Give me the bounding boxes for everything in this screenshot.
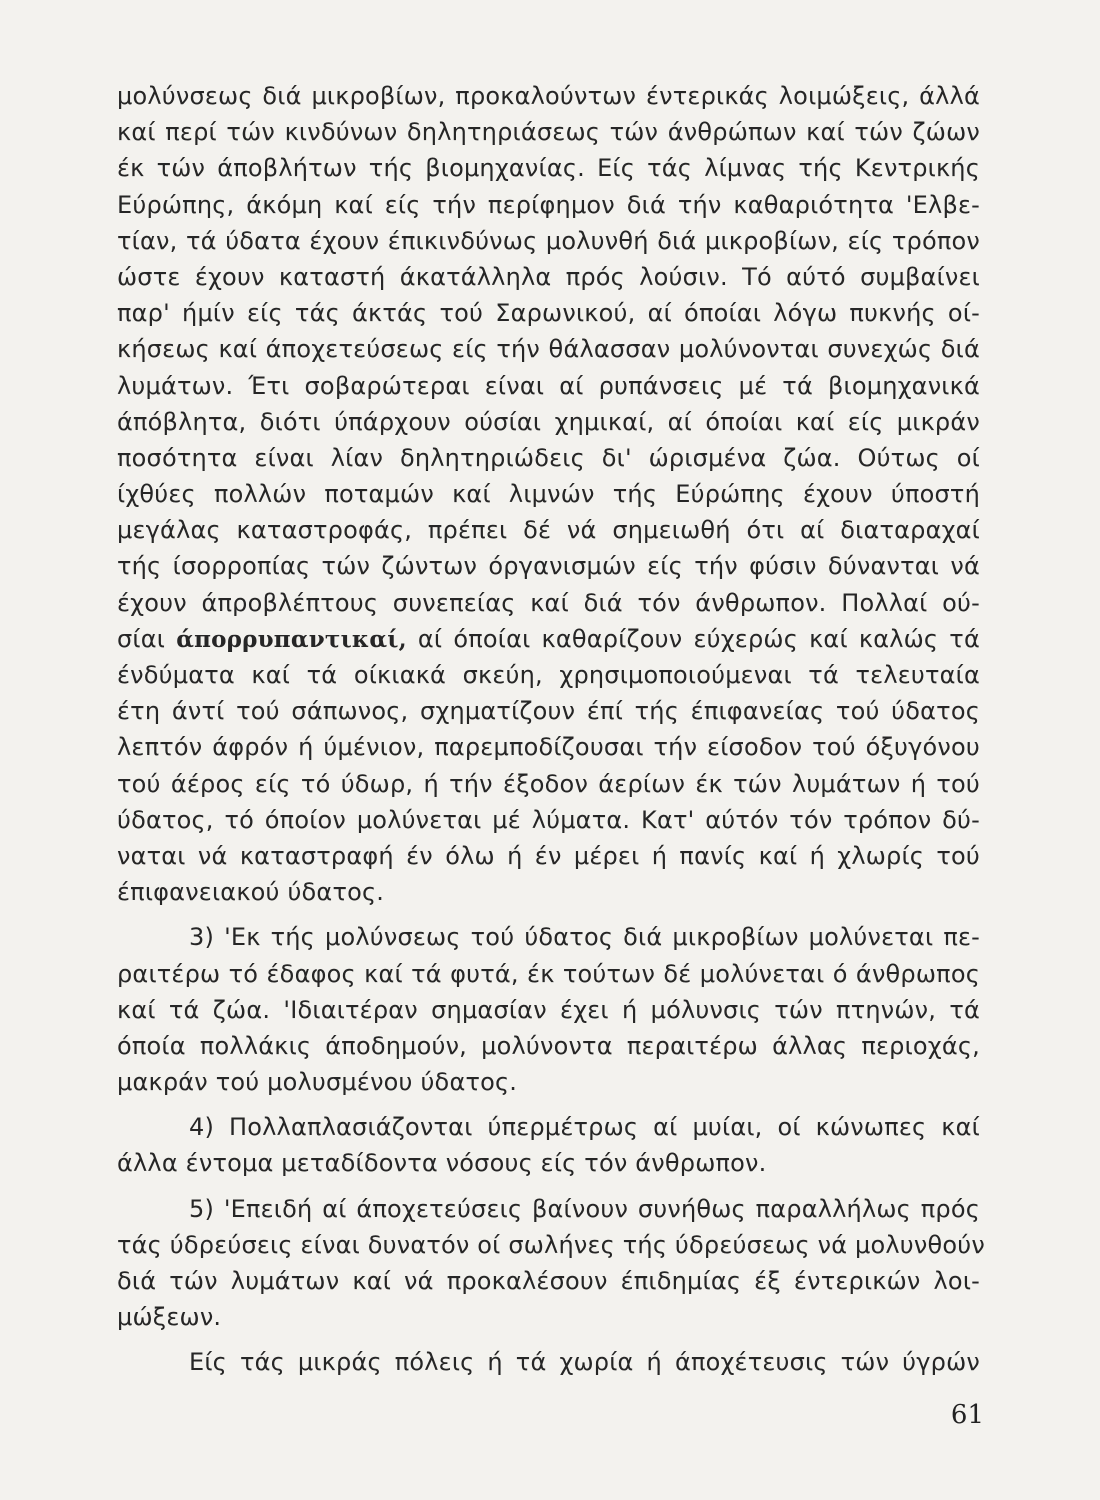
text-line: έτη άντί τού σάπωνος, σχηματίζουν έπί τής έπιφανείας τού ύδατος	[117, 697, 980, 726]
text-line: παρ' ήμίν είς τάς άκτάς τού Σαρωνικού, αί όποίαι λόγω πυκνής οί-	[117, 299, 980, 328]
text-line: Εύρώπης, άκόμη καί είς τήν περίφημον διά τήν καθαριότητα 'Ελβε-	[117, 190, 980, 219]
text-line: μολύνσεως διά μικροβίων, προκαλούντων έντερικάς λοιμώξεις, άλλά	[117, 82, 980, 110]
text-line: κήσεως καί άποχετεύσεως είς τήν θάλασσαν μολύνονται συνεχώς διά	[117, 335, 980, 364]
text-line: ώστε έχουν καταστή άκατάλληλα πρός λούσιν. Τό αύτό συμβαίνει	[117, 262, 980, 291]
paragraph-gap	[117, 1100, 980, 1109]
text-line: όποία πολλάκις άποδημούν, μολύνοντα περαιτέρω άλλας περιοχάς,	[117, 1031, 980, 1060]
text-line: έκ τών άποβλήτων τής βιομηχανίας. Είς τάς λίμνας τής Κεντρικής	[117, 154, 980, 183]
list-item-3: 3) 'Εκ τής μολύνσεως τού ύδατος διά μικροβίων μολύνεται πε-	[189, 923, 980, 952]
text-line: τάς ύδρεύσεις είναι δυνατόν οί σωλήνες τής ύδρεύσεως νά μολυνθούν	[117, 1230, 985, 1259]
text-line: λεπτόν άφρόν ή ύμένιον, παρεμποδίζουσαι τήν είσοδον τού όξυγόνου	[117, 733, 980, 762]
text-line: καί τά ζώα. 'Ιδιαιτέραν σημασίαν έχει ή μόλυνσις τών πτηνών, τά	[117, 995, 980, 1024]
text-line: ναται νά καταστραφή έν όλω ή έν μέρει ή πανίς καί ή χλωρίς τού	[117, 841, 980, 870]
list-item-4: 4) Πολλαπλασιάζονται ύπερμέτρως αί μυίαι, οί κώνωπες καί	[189, 1113, 980, 1142]
text-line: άπόβλητα, διότι ύπάρχουν ούσίαι χημικαί, αί όποίαι καί είς μικράν	[117, 407, 980, 436]
text-line: ραιτέρω τό έδαφος καί τά φυτά, έκ τούτων δέ μολύνεται ό άνθρωπος	[117, 959, 980, 988]
line-rest: αί όποίαι καθαρίζουν εύχερώς καί καλώς τά	[417, 624, 980, 653]
text-line: μακράν τού μολυσμένου ύδατος.	[117, 1068, 518, 1097]
text-line: τίαν, τά ύδατα έχουν έπικινδύνως μολυνθή διά μικροβίων, είς τρόπον	[117, 226, 980, 255]
text-line: ίχθύες πολλών ποταμών καί λιμνών τής Εύρώπης έχουν ύποστή	[117, 480, 980, 509]
text-line: ένδύματα καί τά οίκιακά σκεύη, χρησιμοποιούμεναι τά τελευταία	[117, 661, 980, 689]
text-line: τής ίσορροπίας τών ζώντων όργανισμών είς τήν φύσιν δύνανται νά	[117, 552, 980, 581]
line-prefix: σίαι	[117, 624, 166, 653]
text-line-with-bold-term	[117, 621, 980, 657]
list-item-5: 5) 'Επειδή αί άποχετεύσεις βαίνουν συνήθως παραλλήλως πρός	[189, 1194, 980, 1223]
text-line: μεγάλας καταστροφάς, πρέπει δέ νά σημειωθή ότι αί διαταραχαί	[117, 516, 980, 545]
text-line: ύδατος, τό όποίον μολύνεται μέ λύματα. Κατ' αύτόν τόν τρόπον δύ-	[117, 805, 980, 834]
text-line: ποσότητα είναι λίαν δηλητηριώδεις δι' ώρισμένα ζώα. Ούτως οί	[117, 443, 980, 472]
text-line: έχουν άπροβλέπτους συνεπείας καί διά τόν άνθρωπον. Πολλαί ού-	[117, 588, 980, 617]
bold-term: άπορρυπαντικαί,	[176, 625, 407, 653]
text-line: καί περί τών κινδύνων δηλητηριάσεως τών άνθρώπων καί τών ζώων	[117, 118, 980, 147]
text-line: λυμάτων. Έτι σοβαρώτεραι είναι αί ρυπάνσεις μέ τά βιομηχανικά	[117, 371, 980, 400]
paragraph-gap	[117, 1182, 980, 1191]
final-paragraph-line: Είς τάς μικράς πόλεις ή τά χωρία ή άποχέτευσις τών ύγρών	[189, 1348, 980, 1377]
text-line: μώξεων.	[117, 1303, 222, 1332]
text-line: έπιφανειακού ύδατος.	[117, 878, 385, 907]
body-text	[117, 78, 985, 1381]
paragraph-gap	[117, 910, 980, 919]
paragraph-gap	[117, 1335, 980, 1344]
text-line: άλλα έντομα μεταδίδοντα νόσους είς τόν άνθρωπον.	[117, 1149, 767, 1178]
page-number: 61	[950, 1400, 984, 1430]
text-line: τού άέρος είς τό ύδωρ, ή τήν έξοδον άερίων έκ τών λυμάτων ή τού	[117, 769, 980, 798]
text-line: διά τών λυμάτων καί νά προκαλέσουν έπιδημίας έξ έντερικών λοι-	[117, 1267, 980, 1295]
